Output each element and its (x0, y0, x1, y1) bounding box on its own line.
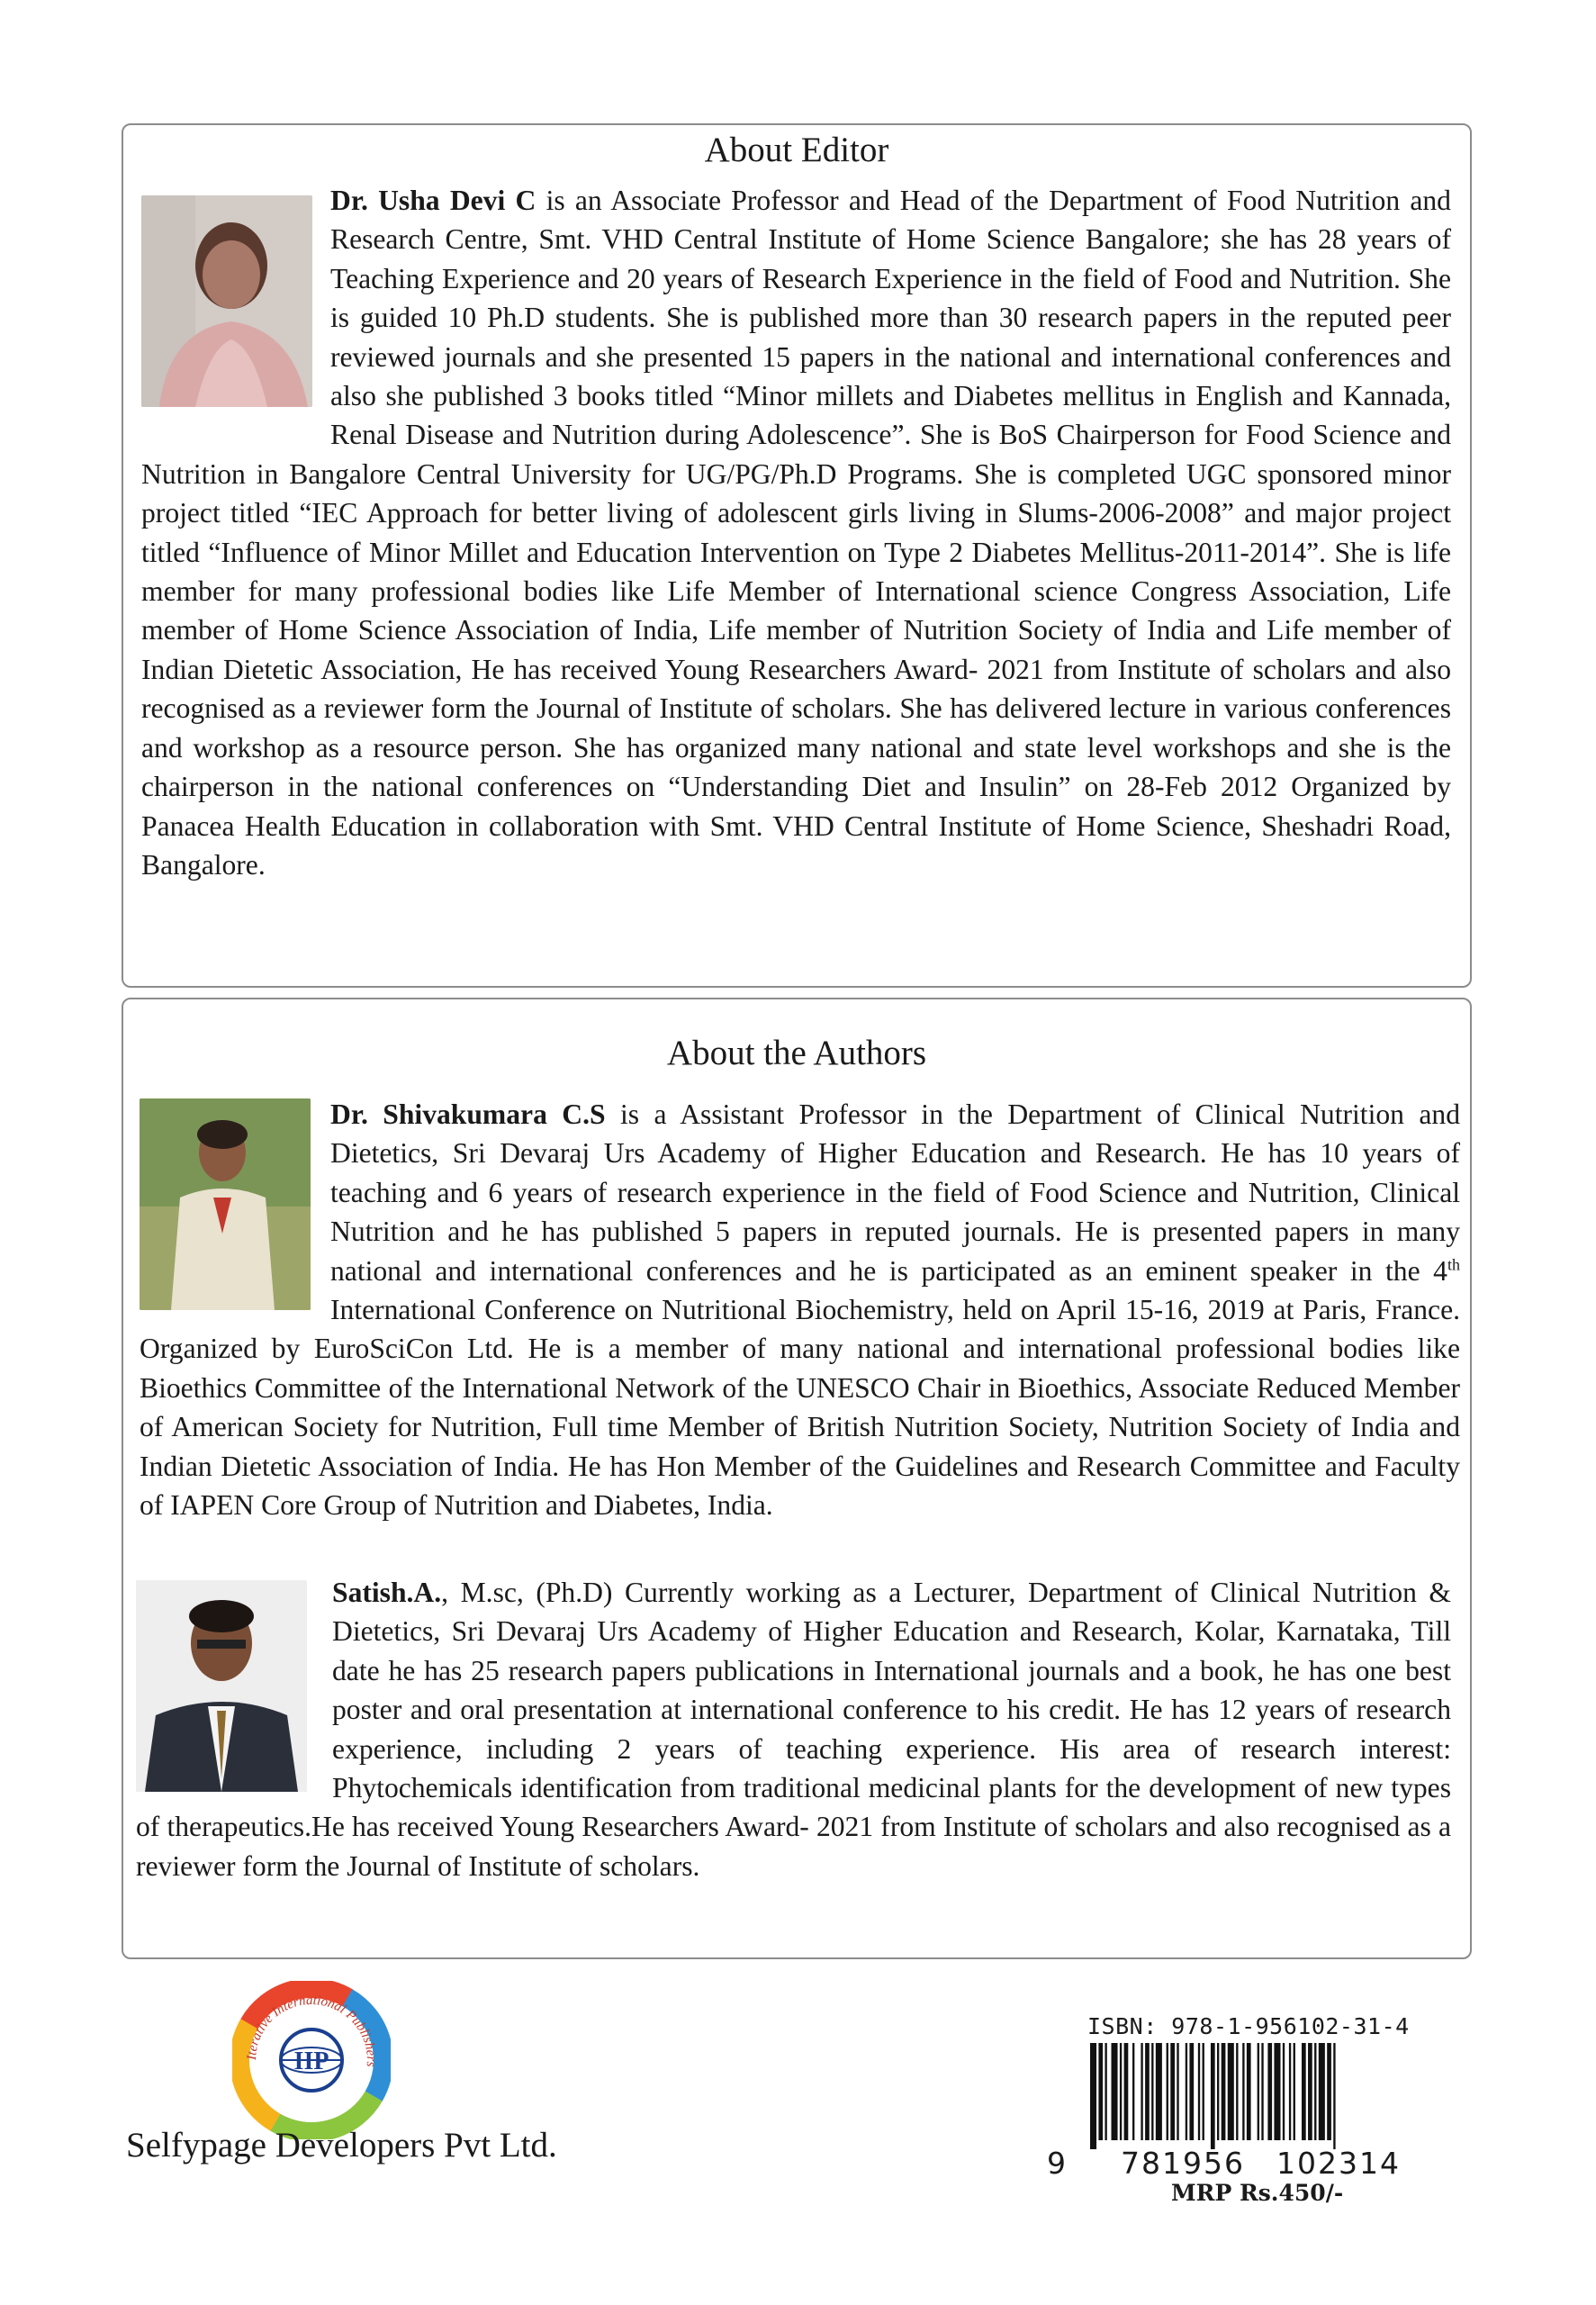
barcode-bar (1302, 2043, 1306, 2140)
barcode-bar (1327, 2043, 1331, 2140)
barcode-bar (1112, 2043, 1118, 2140)
barcode-bar (1120, 2043, 1122, 2140)
editor-bio-text: is an Associate Professor and Head of the Department of Food Nutrition and Research Centre, Smt. VHD Central Institute of Home Science Bangalore; she has 28 years of Teaching Experience and 20 years of Research Experience in the field of Food and Nutrition. She is guided 10 Ph.D students. She is published more than 30 research papers in the reputed peer reviewed journals and she presented 15 papers in the national and international conferences and also she published 3 books titled “Minor millets and Diabetes mellitus in English and Kannada, Renal Disease and Nutrition during Adolescence”. She is BoS Chairperson for Food Science and Nutrition in Bangalore Central University for UG/PG/Ph.D Programs. She is completed UGC sponsored minor project titled “IEC Approach for better living of adolescent girls living in Slums-2006-2008” and major project titled “Influence of Minor Millet and Education Intervention on Type 2 Diabetes Mellitus-2011-2014”. She is life member for many professional bodies like Life Member of International science Congress Association, Life member of Home Science Association of India, Life member of Nutrition Society of India and Life member of Indian Dietetic Association, He has received Young Researchers Award- 2021 from Institute of scholars and also recognised as a reviewer form the Journal of Institute of scholars. She has delivered lecture in various conferences and workshop as a resource person. She has organized many national and state level workshops and she is the chairperson in the national conferences on “Understanding Diet and Insulin” on 28-Feb 2012 Organized by Panacea Health Education in collaboration with Smt. VHD Central Institute of Home Science, Sheshadri Road, Bangalore. (141, 185, 1451, 881)
barcode-bar (1261, 2043, 1263, 2140)
barcode-bar (1274, 2043, 1280, 2140)
logo-ring-text: Iterative International Publishers (244, 1993, 379, 2068)
editor-photo-spacer (141, 181, 330, 427)
editor-bio (123, 181, 1451, 884)
barcode-bar (1217, 2043, 1219, 2140)
barcode-bar (1167, 2043, 1168, 2140)
barcode-bar (1258, 2043, 1259, 2140)
barcode-bar (1294, 2043, 1295, 2140)
barcode-bar (1283, 2043, 1285, 2140)
barcode-bar (1105, 2043, 1106, 2140)
author1-photo-spacer (140, 1095, 330, 1329)
author2-name: Satish.A. (332, 1577, 442, 1608)
barcode-bar (1267, 2043, 1272, 2140)
author2-bio-text: , M.sc, (Ph.D) Currently working as a Lecturer, Department of Clinical Nutrition & Dietetics, Sri Devaraj Urs Academy of Higher Education and Research, Kolar, Karnataka, Till date he has 25 research papers publications in International journals and a book, he has one best poster and oral presentation at international conference to his credit. He has 12 years of research experience, including 2 years of teaching experience. His area of research interest: Phytochemicals identification from traditional medicinal plants for the development of new types of therapeutics.He has received Young Researchers Award- 2021 from Institute of scholars and also recognised as a reviewer form the Journal of Institute of scholars. (136, 1577, 1451, 1882)
logo-text: IIP (293, 2047, 329, 2075)
barcode-bar (1333, 2043, 1335, 2149)
author1-bio-text-1: is a Assistant Professor in the Department of Clinical Nutrition and Dietetics, Sri Devaraj Urs Academy of Higher Education and Research. He has 10 years of teaching and 6 years of research experience in the field of Food Science and Nutrition, Clinical Nutrition and he has published 5 papers in reputed journals. He is presented papers in many national and international conferences and he is participated as an eminent speaker in the 4 (330, 1098, 1460, 1287)
barcode-digits-right: 102314 (1276, 2146, 1401, 2181)
barcode-bar (1177, 2043, 1178, 2140)
barcode-bar (1222, 2043, 1226, 2140)
barcode-bar (1156, 2043, 1162, 2140)
barcode-bar (1228, 2043, 1234, 2140)
about-authors-section (122, 998, 1472, 1959)
barcode-bar (1090, 2043, 1096, 2149)
author1-name: Dr. Shivakumara C.S (330, 1098, 606, 1130)
barcode-bar (1289, 2043, 1291, 2140)
barcode-bar (1186, 2043, 1187, 2140)
barcode-bar (1170, 2043, 1175, 2140)
barcode-bar (1132, 2043, 1134, 2140)
author2-photo-spacer (136, 1573, 332, 1805)
about-authors-heading: About the Authors (666, 1034, 927, 1072)
author1-superscript: th (1447, 1255, 1460, 1274)
about-editor-heading: About Editor (704, 131, 889, 169)
barcode-bar (1203, 2043, 1204, 2140)
author2-bio (123, 1573, 1451, 1885)
barcode-digit-first: 9 (1047, 2146, 1068, 2181)
barcode-bars (1090, 2043, 1414, 2149)
barcode-bar (1308, 2043, 1312, 2140)
barcode-bar (1314, 2043, 1316, 2140)
publisher-logo (232, 1981, 391, 2139)
isbn-barcode (1047, 2013, 1452, 2229)
barcode-bar (1247, 2043, 1251, 2140)
author1-bio (123, 1095, 1460, 1524)
barcode-bar (1124, 2043, 1129, 2140)
mrp-price: MRP Rs.450/- (1171, 2180, 1344, 2206)
barcode-bar (1098, 2043, 1103, 2140)
barcode-bar (1236, 2043, 1238, 2140)
barcode-bar (1242, 2043, 1244, 2140)
barcode-bar (1211, 2043, 1215, 2149)
barcode-digits-left: 781956 (1121, 2146, 1245, 2181)
barcode-bar (1319, 2043, 1325, 2140)
barcode-bar (1198, 2043, 1200, 2140)
barcode-bar (1141, 2043, 1142, 2140)
editor-name: Dr. Usha Devi C (330, 185, 537, 216)
barcode-bar (1151, 2043, 1153, 2140)
barcode-bar (1145, 2043, 1150, 2140)
barcode-bar (1189, 2043, 1194, 2140)
isbn-label: ISBN: 978-1-956102-31-4 (1087, 2013, 1410, 2039)
author1-bio-text-2: International Conference on Nutritional Biochemistry, held on April 15-16, 2019 at Paris, France. Organized by EuroSciCon Ltd. He is a member of many national and international professional bodies like Bioethics Committee of the International Network of the UNESCO Chair in Bioethics, Associate Reduced Member of American Society for Nutrition, Full time Member of British Nutrition Society, Nutrition Society of India and Indian Dietetic Association of India. He has Hon Member of the Guidelines and Research Committee and Faculty of IAPEN Core Group of Nutrition and Diabetes, India. (140, 1294, 1460, 1522)
publisher-name: Selfypage Developers Pvt Ltd. (126, 2126, 557, 2165)
about-editor-section (122, 123, 1472, 988)
